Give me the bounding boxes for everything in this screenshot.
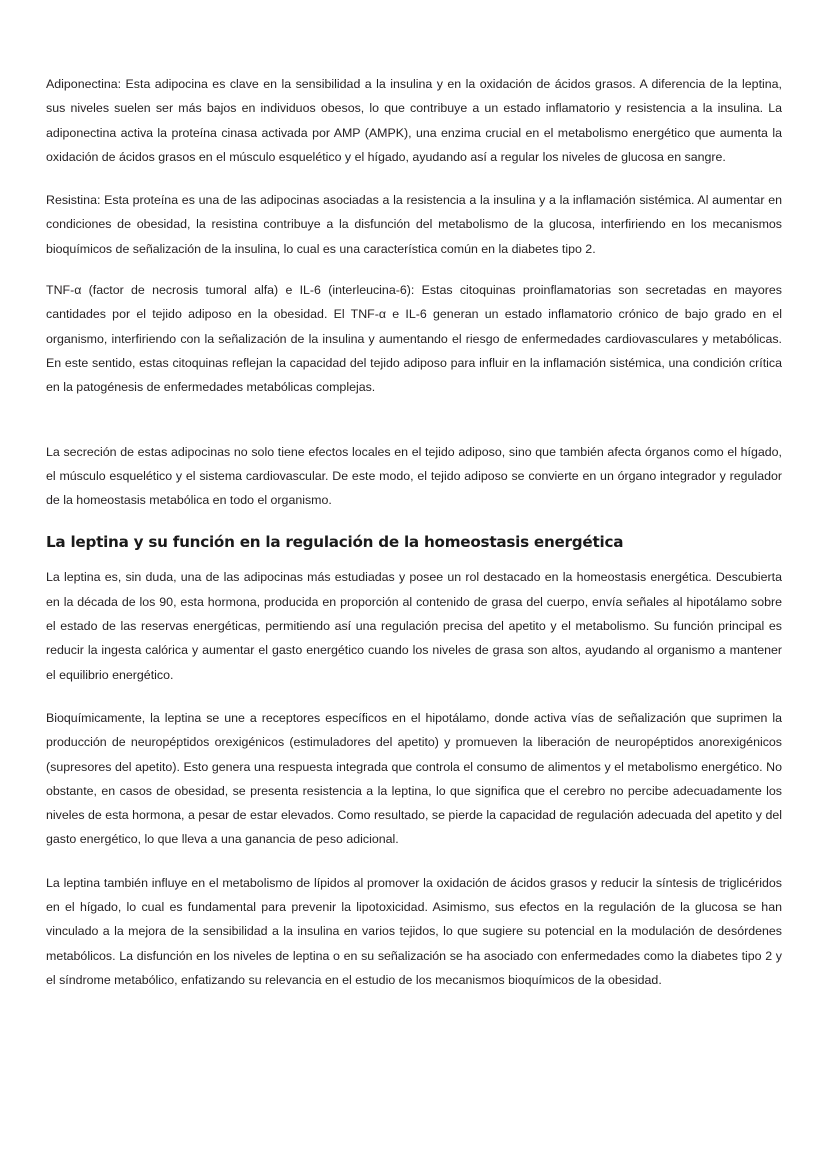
- paragraph-leptina-intro: La leptina es, sin duda, una de las adipocinas más estudiadas y posee un rol destacado en la homeostasis energética. Descubierta en la década de los 90, esta hormona, producida en proporción al contenido de grasa del cuerpo, envía señales al hipotálamo sobre el estado de las reservas energéticas, permitiendo así una regulación precisa del apetito y el metabolismo. Su función principal es reducir la ingesta calórica y aumentar el gasto energético cuando los niveles de grasa son altos, ayudando al organismo a mantener el equilibrio energético.: [46, 570, 782, 682]
- paragraph-leptina-lipidos: La leptina también influye en el metabolismo de lípidos al promover la oxidación de ácidos grasos y reducir la síntesis de triglicéridos en el hígado, lo cual es fundamental para prevenir la lipotoxicidad. Asimismo, sus efectos en la regulación de la glucosa se han vinculado a la mejora de la sensibilidad a la insulina en varios tejidos, lo que sugiere su potencial en la modulación de desórdenes metabólicos. La disfunción en los niveles de leptina o en su señalización se ha asociado con enfermedades como la diabetes tipo 2 y el síndrome metabólico, enfatizando su relevancia en el estudio de los mecanismos bioquímicos de la obesidad.: [46, 875, 782, 987]
- paragraph-resistina: Resistina: Esta proteína es una de las adipocinas asociadas a la resistencia a la insulina y a la inflamación sistémica. Al aumentar en condiciones de obesidad, la resistina contribuye a la disfunción del metabolismo de la glucosa, interfiriendo en los mecanismos bioquímicos de señalización de la insulina, lo cual es una característica común en la diabetes tipo 2.: [46, 193, 782, 256]
- paragraph-leptina-bioquimica: Bioquímicamente, la leptina se une a receptores específicos en el hipotálamo, donde activa vías de señalización que suprimen la producción de neuropéptidos orexigénicos (estimuladores del apetito) y promueven la liberación de neuropéptidos anorexigénicos (supresores del apetito). Esto genera una respuesta integrada que controla el consumo de alimentos y el metabolismo energético. No obstante, en casos de obesidad, se presenta resistencia a la leptina, lo que significa que el cerebro no percibe adecuadamente los niveles de esta hormona, a pesar de estar elevados. Como resultado, se pierde la capacidad de regulación adecuada del apetito y del gasto energético, lo que lleva a una ganancia de peso adicional.: [46, 710, 782, 847]
- paragraph-tnf-il6: TNF-α (factor de necrosis tumoral alfa) e IL-6 (interleucina-6): Estas citoquinas proinflamatorias son secretadas en mayores cantidades por el tejido adiposo en la obesidad. El TNF-α e IL-6 generan un estado inflamatorio crónico de bajo grado en el organismo, interfiriendo con la señalización de la insulina y aumentando el riesgo de enfermedades cardiovasculares y metabólicas. En este sentido, estas citoquinas reflejan la capacidad del tejido adiposo para influir en la inflamación sistémica, una condición crítica en la patogénesis de enfermedades metabólicas complejas.: [46, 283, 782, 395]
- document-body: [46, 72, 782, 1011]
- paragraph-adiponectina: Adiponectina: Esta adipocina es clave en la sensibilidad a la insulina y en la oxidación de ácidos grasos. A diferencia de la leptina, sus niveles suelen ser más bajos en individuos obesos, lo que contribuye a un estado inflamatorio y resistencia a la insulina. La adiponectina activa la proteína cinasa activada por AMP (AMPK), una enzima crucial en el metabolismo energético que aumenta la oxidación de ácidos grasos en el músculo esquelético y el hígado, ayudando así a regular los niveles de glucosa en sangre.: [46, 77, 782, 164]
- section-heading-leptina: La leptina y su función en la regulación de la homeostasis energética: [46, 533, 624, 552]
- paragraph-secrecion-adipocinas: La secreción de estas adipocinas no solo tiene efectos locales en el tejido adiposo, sino que también afecta órganos como el hígado, el músculo esquelético y el sistema cardiovascular. De este modo, el tejido adiposo se convierte en un órgano integrador y regulador de la homeostasis metabólica en todo el organismo.: [46, 444, 782, 508]
